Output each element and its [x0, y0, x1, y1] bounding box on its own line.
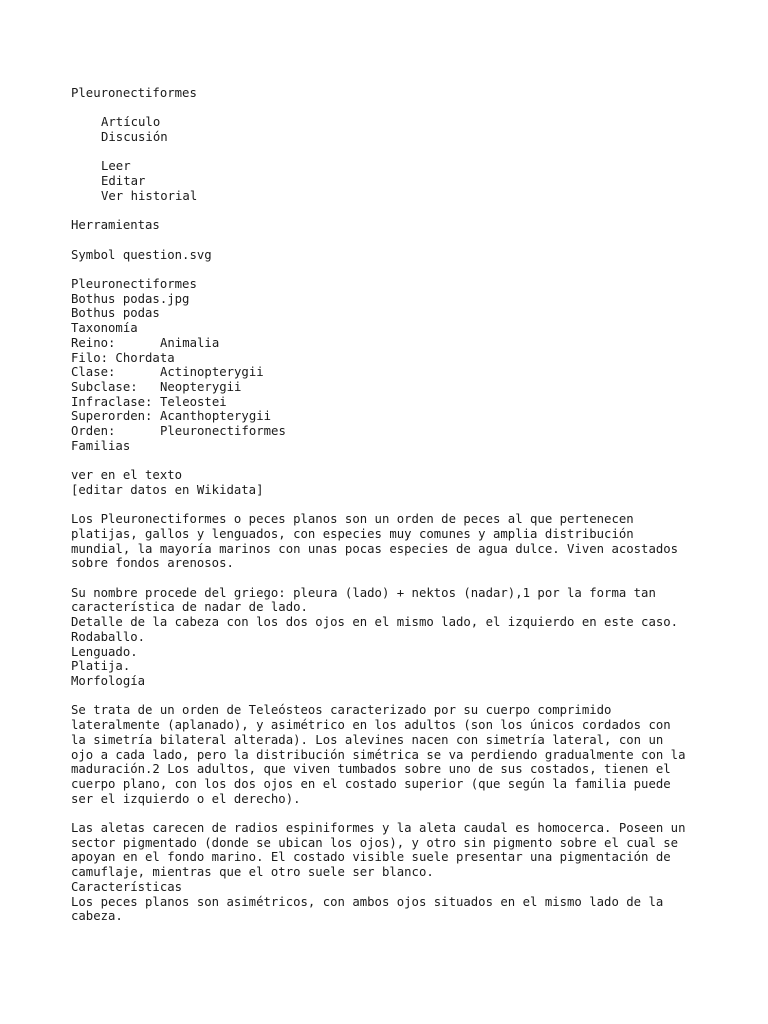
text-line: Los peces planos son asimétricos, con ambos ojos situados en el mismo lado de la — [71, 894, 664, 909]
text-line: ojo a cada lado, pero la distribución simétrica se va perdiendo gradualmente con la — [71, 747, 686, 762]
infobox-image[interactable]: Bothus podas.jpg — [71, 291, 190, 306]
taxonomy-heading[interactable]: Taxonomía — [71, 321, 138, 336]
see-text-link[interactable]: ver en el texto — [71, 468, 183, 483]
text-line: característica de nadar de lado. — [71, 600, 308, 615]
rank-value[interactable]: Teleostei — [160, 394, 227, 409]
text-line: camuflaje, mientras que el otro suele ser blanco. — [71, 865, 434, 880]
text-line: apoyan en el fondo marino. El costado visible suele presentar una pigmentación de — [71, 850, 671, 865]
spacer — [71, 262, 731, 277]
rank-row — [71, 365, 731, 380]
rank-value[interactable]: Pleuronectiformes — [160, 424, 286, 439]
text-line: maduración.2 Los adultos, que viven tumbados sobre uno de sus costados, tienen el — [71, 762, 671, 777]
text-line: sector pigmentado (donde se ubican los ojos), y otro sin pigmento sobre el cual se — [71, 835, 679, 850]
text-line: lateralmente (aplanado), y asimétrico en los adultos (son los únicos cordados con — [71, 718, 671, 733]
spacer — [71, 101, 731, 116]
paragraph-etymology — [71, 586, 731, 689]
question-icon: Symbol question.svg — [71, 247, 212, 262]
text-line: cuerpo plano, con los dos ojos en el costado superior (que según la familia puede — [71, 776, 671, 791]
rank-value[interactable]: Neopterygii — [160, 379, 242, 394]
spacer — [71, 454, 731, 469]
text-line: cabeza. — [71, 909, 123, 924]
page-title: Pleuronectiformes — [71, 86, 197, 100]
rank-row — [71, 380, 731, 395]
rank-value[interactable]: Acanthopterygii — [160, 409, 272, 424]
infobox-title: Pleuronectiformes — [71, 277, 197, 292]
spacer — [71, 571, 731, 586]
spacer — [71, 145, 731, 160]
paragraph-intro — [71, 512, 731, 571]
text-line: platijas, gallos y lenguados, con especies muy comunes y amplia distribución — [71, 526, 634, 541]
spacer — [71, 233, 731, 248]
rank-row-filo: Filo: Chordata — [71, 350, 175, 365]
section-heading-morphology: Morfología — [71, 674, 146, 688]
tab-discussion[interactable]: Discusión — [101, 130, 168, 145]
tools-menu[interactable]: Herramientas — [71, 218, 160, 233]
image-caption: Platija. — [71, 659, 131, 674]
spacer — [71, 204, 731, 219]
text-line: Su nombre procede del griego: pleura (lado) + nektos (nadar),1 por la forma tan — [71, 585, 656, 600]
spacer — [71, 689, 731, 704]
rank-row-reino — [71, 336, 731, 351]
image-caption: Lenguado. — [71, 644, 138, 659]
spacer — [71, 806, 731, 821]
infobox-caption: Bothus podas — [71, 306, 160, 321]
image-caption: Detalle de la cabeza con los dos ojos en el mismo lado, el izquierdo en este caso. — [71, 615, 679, 630]
families-heading: Familias — [71, 438, 131, 453]
rank-label: Orden: — [71, 424, 116, 439]
text-line: Los Pleuronectiformes o peces planos son un orden de peces al que pertenecen — [71, 512, 634, 527]
paragraph-morphology — [71, 703, 731, 806]
rank-label: Infraclase: — [71, 394, 153, 409]
edit-wikidata-link[interactable]: [editar datos en Wikidata] — [71, 482, 264, 497]
paragraph-fins — [71, 821, 731, 924]
spacer — [71, 498, 731, 513]
rank-value[interactable]: Actinopterygii — [160, 365, 264, 380]
text-line: mundial, la mayoría marinos con unas pocas especies de agua dulce. Viven acostados — [71, 541, 679, 556]
article-text — [71, 86, 731, 924]
view-edit[interactable]: Editar — [101, 174, 146, 189]
rank-label: Reino: — [71, 335, 116, 350]
rank-row — [71, 409, 731, 424]
view-read[interactable]: Leer — [101, 159, 131, 174]
tab-article[interactable]: Artículo — [101, 115, 161, 130]
text-line: Se trata de un orden de Teleósteos caracterizado por su cuerpo comprimido — [71, 703, 612, 718]
rank-label: Clase: — [71, 365, 116, 380]
text-line: Las aletas carecen de radios espiniformes y la aleta caudal es homocerca. Poseen un — [71, 821, 686, 835]
infobox — [71, 277, 731, 498]
rank-row — [71, 395, 731, 410]
text-line: la simetría bilateral alterada). Los alevines nacen con simetría lateral, con un — [71, 732, 664, 747]
rank-label: Superorden: — [71, 409, 153, 424]
rank-row — [71, 424, 731, 439]
image-caption: Rodaballo. — [71, 629, 146, 644]
rank-label: Subclase: — [71, 379, 138, 394]
rank-value[interactable]: Animalia — [160, 335, 220, 350]
section-heading-characteristics: Características — [71, 879, 183, 894]
text-line: sobre fondos arenosos. — [71, 556, 234, 571]
text-line: ser el izquierdo o el derecho). — [71, 791, 301, 806]
view-history[interactable]: Ver historial — [101, 188, 198, 203]
